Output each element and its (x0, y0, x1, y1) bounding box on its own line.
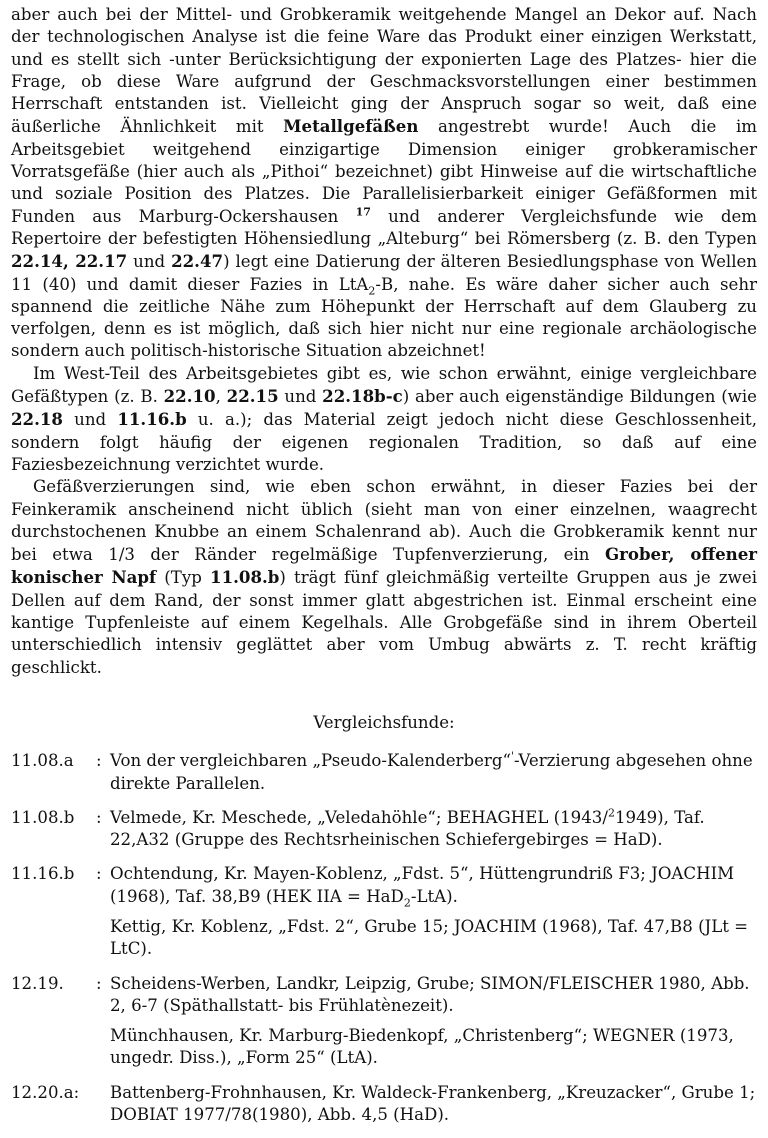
body-text (11, 4, 757, 679)
document-page (11, 4, 757, 1138)
comparison-list (11, 750, 757, 1126)
type-code: 12.20.a: (11, 1082, 80, 1102)
paragraph (11, 363, 757, 476)
text-run: Kettig, Kr. Koblenz, „Fdst. 2“, Grube 15; JOACHIM (1968), Taf. 47,B8 (JLt = LtC). (110, 916, 749, 959)
text-run: ) legt eine Datierung der älteren Besiedlungsphase von Wellen 11 (40) und damit dieser Fazies in LtA (11, 252, 758, 294)
separator: : (96, 973, 102, 993)
reference-line (110, 1082, 757, 1127)
reference-line (110, 750, 757, 795)
text-run: ' (510, 749, 515, 763)
reference-line (110, 807, 757, 852)
reference-line (110, 973, 757, 1018)
text-run: aber auch bei der Mittel- und Grobkeramik weitgehende Mangel an Dekor auf. Nach der technologischen Analyse ist die feine Ware das Produkt einer einzigen Werkstatt, und es stellt sich -unter Berücksichtigung der exponierten Lage des Platzes- hier die Frage, ob diese Ware aufgrund der Geschmacksvorstellungen einer bestimmen Herrschaft entstanden ist. Vielleicht ging der Anspruch sogar so weit, daß eine äußerliche Ähnlichkeit mit (11, 5, 757, 137)
text-run: u. a.); das Material zeigt jedoch nicht diese Geschlossenheit, sondern folgt häufig der eigenen regionalen Tradition, so daß auf eine Faziesbezeichnung verzichtet wurde. (11, 410, 758, 474)
text-run: 2 (368, 283, 376, 297)
bold-term: 22.47 (171, 251, 224, 272)
text-run: Velmede, Kr. Meschede, „Veledahöhle“; BEHAGHEL (1943/ (110, 807, 608, 827)
reference-line (110, 916, 757, 961)
comparison-entry (11, 973, 757, 1070)
text-run: Battenberg-Frohnhausen, Kr. Waldeck-Frankenberg, „Kreuzacker“, Grube 1; DOBIAT 1977/78(1980), Abb. 4,5 (HaD). (110, 1082, 756, 1125)
type-code: 11.08.b (11, 807, 75, 827)
text-run: Münchhausen, Kr. Marburg-Biedenkopf, „Christenberg“; WEGNER (1973, ungedr. Diss.), „Form 25“ (LtA). (110, 1026, 734, 1068)
comparison-entry (11, 750, 757, 795)
separator: : (96, 807, 102, 827)
paragraph (11, 4, 757, 363)
text-run: -B, nahe. Es wäre daher sicher auch sehr spannend die zeitliche Nähe zum Höhepunkt der Herrschaft auf dem Glauberg zu verfolgen, denn es ist möglich, daß sich hier nicht nur eine regionale archäologische sondern auch politisch-historische Situation abzeichnet! (11, 274, 757, 361)
text-run: und anderer Vergleichsfunde wie dem Repertoire der befestigten Höhensiedlung „Alteburg“ bei Römersberg (z. B. den Typen (11, 206, 757, 248)
paragraph (11, 476, 757, 679)
reference-text (110, 750, 757, 795)
bold-term: 22.14, 22.17 (11, 251, 128, 272)
comparison-entry (11, 863, 757, 960)
text-run: und (62, 410, 118, 430)
type-code: 11.08.a (11, 751, 74, 771)
bold-term: 11.08.b (210, 567, 280, 588)
reference-text (110, 1082, 757, 1127)
text-run: Scheidens-Werben, Landkr, Leipzig, Grube; SIMON/FLEISCHER 1980, Abb. 2, 6-7 (Späthallstatt- bis Frühlatènezeit). (110, 973, 750, 1015)
reference-line (110, 1025, 757, 1070)
comparison-entry (11, 807, 757, 852)
type-code: 12.19. (11, 973, 64, 993)
section-heading: Vergleichsfunde: (313, 712, 455, 732)
text-run: Ochtendung, Kr. Mayen-Koblenz, „Fdst. 5“, Hüttengrundriß F3; JOACHIM (1968), Taf. 38,B9 (HEK IIA = HaD (110, 864, 735, 906)
text-run: -LtA). (410, 886, 458, 906)
comparison-entry (11, 1082, 757, 1127)
text-run: Von der vergleichbaren „Pseudo-Kalenderberg“ (110, 751, 511, 771)
text-run: (Typ (156, 568, 211, 588)
bold-term: 22.18b-c (322, 386, 403, 407)
bold-term: Grober, offener konischer Napf (11, 544, 757, 588)
reference-text (110, 807, 757, 852)
bold-term: 22.15 (226, 386, 279, 407)
bold-term: 17 (355, 205, 371, 219)
text-run: Im West-Teil des Arbeitsgebietes gibt es, wie schon erwähnt, einige vergleichbare Gefäßtypen (z. B. (11, 363, 757, 407)
text-run: angestrebt wurde! Auch die im Arbeitsgebiet weitgehend einzigartige Dimension einiger grobkeramischer Vorratsgefäße (hier auch als „Pithoi“ bezeichnet) gibt Hinweise auf die wirtschaftliche und soziale Position des Platzes. Die Parallelisierbarkeit einiger Gefäßformen mit Funden aus Marburg-Ockershausen (11, 117, 758, 226)
text-run: 2 (403, 896, 411, 909)
bold-term: 11.16.b (117, 409, 187, 430)
text-run: ) trägt fünf gleichmäßig verteilte Gruppen aus je zwei Dellen auf dem Rand, der sonst immer glatt abgestrichen ist. Einmal erscheint eine kantige Tupfenleiste auf einem Kegelhals. Alle Grobgefäße sind in ihrem Oberteil unterschiedlich intensiv geglättet aber vom Umbug abwärts z. T. recht kräftig geschlickt. (11, 568, 758, 677)
text-run: ) aber auch eigenständige Bildungen (wie (402, 387, 758, 407)
text-run: und (278, 387, 323, 407)
separator (96, 1082, 110, 1127)
bold-term: 22.18 (11, 409, 63, 430)
reference-text (110, 863, 757, 960)
text-run: -Verzierung abgesehen ohne direkte Parallelen. (110, 751, 753, 793)
reference-text (110, 973, 757, 1070)
text-run: 1949), Taf. 22,A32 (Gruppe des Rechtsrheinischen Schiefergebirges = HaD). (110, 807, 705, 850)
reference-line (110, 863, 757, 908)
bold-term: Metallgefäßen (283, 116, 419, 137)
type-code: 11.16.b (11, 864, 75, 884)
separator: : (96, 751, 102, 771)
bold-term: 22.10 (163, 386, 216, 407)
text-run: 2 (607, 806, 615, 820)
text-run: und (127, 252, 172, 272)
text-run: , (215, 387, 227, 407)
text-run: Gefäßverzierungen sind, wie eben schon erwähnt, in dieser Fazies bei der Feinkeramik anscheinend nicht üblich (sieht man von einer einzelnen, waagrecht durchstochenen Knubbe an einem Schalenrand ab). Auch die Grobkeramik kennt nur bei etwa 1/3 der Ränder regelmäßige Tupfenverzierung, ein (11, 477, 757, 565)
separator: : (96, 864, 102, 884)
